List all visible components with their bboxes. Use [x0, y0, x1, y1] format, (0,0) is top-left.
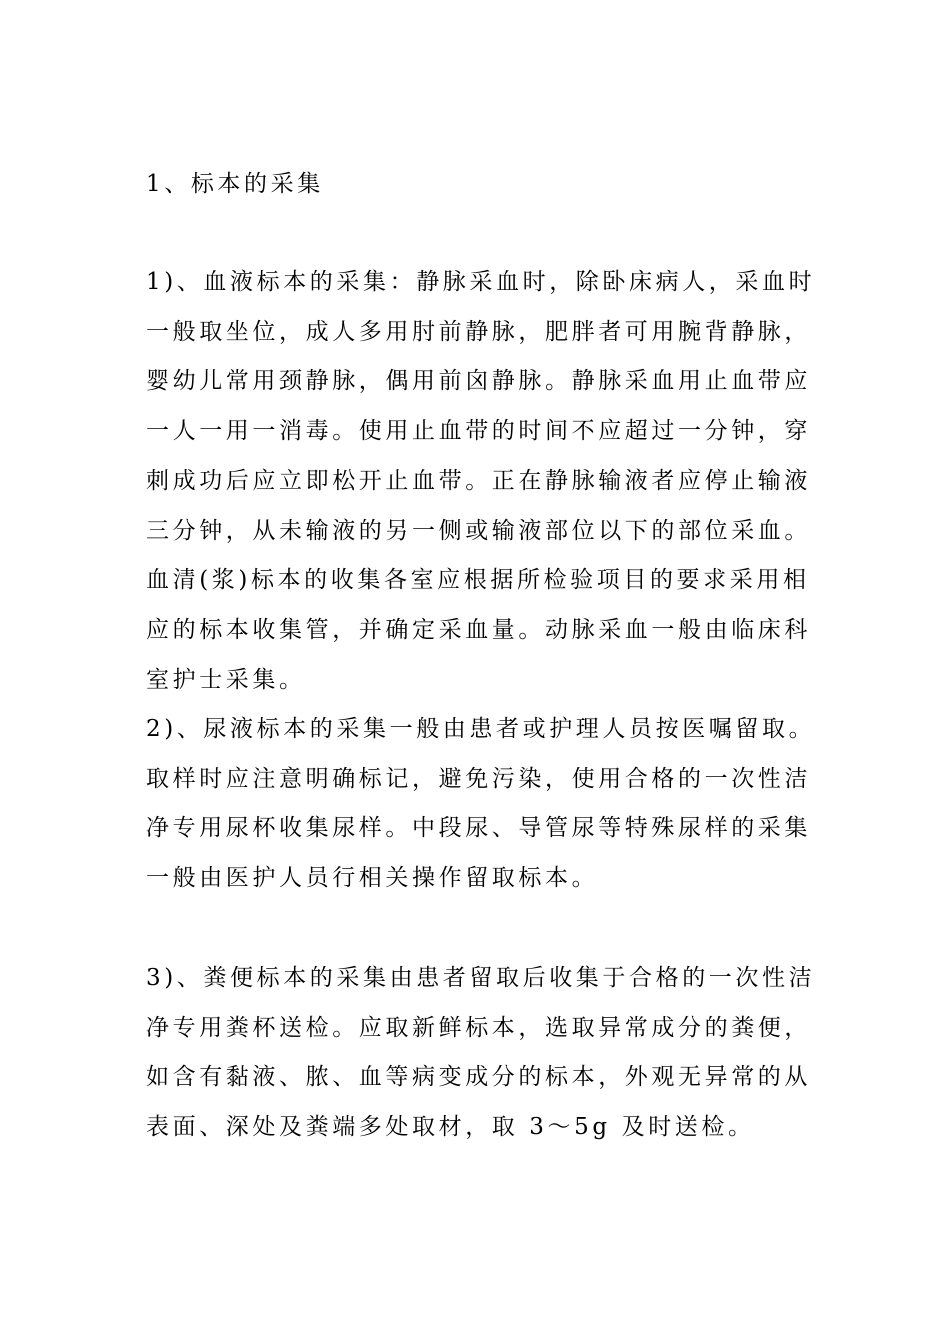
paragraph-blood-sample: 1)、血液标本的采集：静脉采血时，除卧床病人，采血时一般取坐位，成人多用肘前静脉，肥胖者可用腕背静脉，婴幼儿常用颈静脉，偶用前囟静脉。静脉采血用止血带应一人一用一消毒。使用止血带的时间不应超过一分钟，穿刺成功后应立即松开止血带。正在静脉输液者应停止输液三分钟，从未输液的另一侧或输液部位以下的部位采血。血清(浆)标本的收集各室应根据所检验项目的要求采用相应的标本收集管，并确定采血量。动脉采血一般由临床科室护士采集。: [146, 269, 816, 693]
paragraph-urine-sample: 2)、尿液标本的采集一般由患者或护理人员按医嘱留取。取样时应注意明确标记，避免污染，使用合格的一次性洁净专用尿杯收集尿样。中段尿、导管尿等特殊尿样的采集一般由医护人员行相关操作留取标本。: [146, 716, 816, 892]
paragraph-stool-sample: 3)、粪便标本的采集由患者留取后收集于合格的一次性洁净专用粪杯送检。应取新鲜标本，选取异常成分的粪便，如含有黏液、脓、血等病变成分的标本，外观无异常的从表面、深处及粪端多处取材，取 3～5g 及时送检。: [146, 965, 816, 1141]
section-heading: 1、标本的采集: [146, 171, 324, 197]
